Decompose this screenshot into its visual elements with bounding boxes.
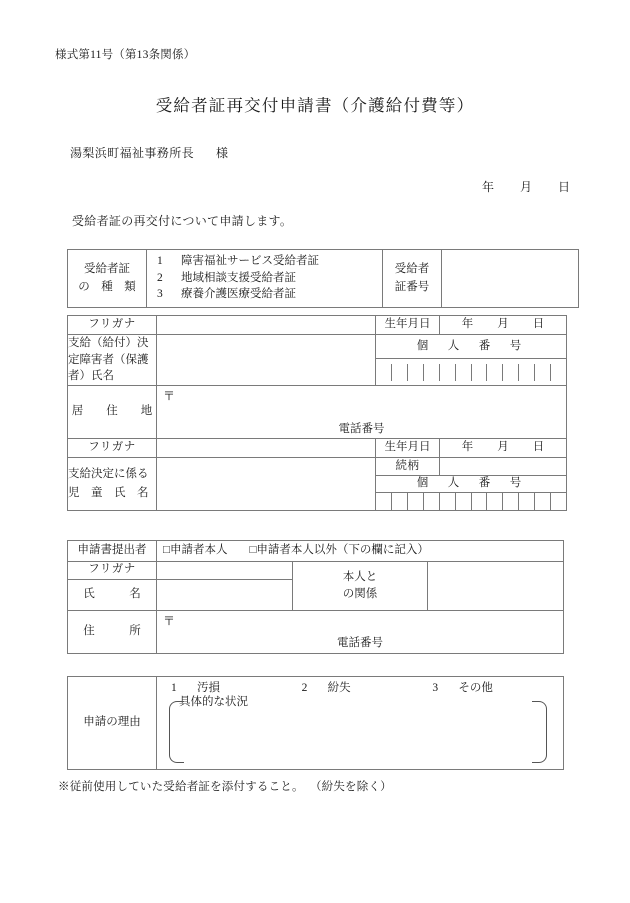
mynumber-cell[interactable] bbox=[503, 493, 519, 510]
certificate-type-label-line2: の 種 類 bbox=[78, 280, 136, 293]
submitter-name-field[interactable] bbox=[157, 579, 293, 610]
submitter-table bbox=[67, 540, 564, 654]
addressee-name: 湯梨浜町福祉事務所長 bbox=[70, 146, 195, 160]
submitter-section-label: 申請書提出者 bbox=[68, 541, 157, 562]
certificate-number-field[interactable] bbox=[442, 250, 579, 308]
table-row bbox=[68, 250, 579, 308]
child-relation-label: 続柄 bbox=[376, 458, 440, 476]
submitter-relation-label-line2: の関係 bbox=[342, 587, 378, 600]
submitter-furigana-label: フリガナ bbox=[68, 561, 157, 579]
child-dob-field[interactable] bbox=[440, 439, 567, 458]
bracket-left-icon bbox=[169, 701, 184, 763]
recipient-mynumber-label: 個 人 番 号 bbox=[376, 335, 567, 359]
child-furigana-label: フリガナ bbox=[68, 439, 157, 458]
mynumber-cell[interactable] bbox=[535, 364, 551, 381]
recipient-furigana-field[interactable] bbox=[157, 316, 376, 335]
dob-day-label: 日 bbox=[532, 441, 545, 454]
submitter-address-label: 住 所 bbox=[68, 610, 157, 653]
certificate-type-options bbox=[147, 250, 383, 308]
date-year-label: 年 bbox=[481, 180, 494, 194]
recipient-name-label bbox=[68, 335, 157, 386]
address-input-area[interactable] bbox=[157, 386, 566, 438]
reason-detail-area[interactable] bbox=[169, 697, 547, 763]
certificate-type-option-1[interactable] bbox=[157, 253, 382, 270]
option-label: その他 bbox=[458, 682, 493, 694]
mynumber-cell[interactable] bbox=[440, 364, 456, 381]
mynumber-cell[interactable] bbox=[408, 364, 424, 381]
table-row bbox=[68, 335, 567, 359]
mynumber-cell[interactable] bbox=[472, 493, 488, 510]
option-index: 2 bbox=[301, 682, 308, 694]
table-row bbox=[68, 386, 567, 439]
mynumber-cell[interactable] bbox=[424, 364, 440, 381]
submitter-furigana-field[interactable] bbox=[157, 561, 293, 579]
date-line bbox=[0, 178, 570, 195]
child-mynumber-field[interactable] bbox=[376, 492, 567, 510]
submitter-name-label: 氏 名 bbox=[68, 579, 157, 610]
option-label: 紛失 bbox=[327, 682, 351, 694]
mynumber-cell[interactable] bbox=[376, 493, 392, 510]
form-number: 様式第11号（第13条関係） bbox=[55, 49, 196, 61]
submitter-relation-label-line1: 本人と bbox=[342, 571, 378, 584]
footnote-text: ※従前使用していた受給者証を添付すること。 bbox=[58, 781, 304, 793]
date-month-label: 月 bbox=[519, 180, 532, 194]
certificate-type-label bbox=[68, 250, 147, 308]
certificate-type-option-2[interactable] bbox=[157, 270, 382, 287]
mynumber-cell[interactable] bbox=[551, 493, 566, 510]
table-row bbox=[68, 677, 564, 770]
mynumber-cell[interactable] bbox=[519, 493, 535, 510]
intro-text: 受給者証の再交付について申請します。 bbox=[72, 214, 293, 228]
certificate-type-table bbox=[67, 249, 579, 308]
option-label: 地域相談支援受給者証 bbox=[181, 271, 296, 284]
dob-year-label: 年 bbox=[461, 441, 474, 454]
postal-mark-icon: 〒 bbox=[163, 613, 176, 628]
table-row bbox=[68, 458, 567, 476]
certificate-number-label-line1: 受給者 bbox=[394, 263, 430, 276]
mynumber-cells[interactable] bbox=[376, 364, 566, 381]
submitter-relation-label bbox=[292, 561, 428, 610]
option-label: 療養介護医療受給者証 bbox=[181, 288, 296, 301]
dob-year-label: 年 bbox=[461, 318, 474, 331]
dob-month-label: 月 bbox=[497, 441, 509, 454]
recipient-furigana-label: フリガナ bbox=[68, 316, 157, 335]
child-mynumber-label: 個 人 番 号 bbox=[376, 476, 567, 493]
page-title: 受給者証再交付申請書（介護給付費等） bbox=[155, 96, 475, 115]
option-index: 3 bbox=[157, 288, 163, 301]
certificate-number-label bbox=[383, 250, 442, 308]
recipient-tel-label: 電話番号 bbox=[338, 422, 385, 435]
submitter-check-options[interactable] bbox=[157, 541, 564, 562]
recipient-address-label: 居 住 地 bbox=[68, 386, 157, 439]
bracket-right-icon bbox=[532, 701, 547, 763]
mynumber-cell[interactable] bbox=[535, 493, 551, 510]
recipient-info-table bbox=[67, 315, 567, 511]
mynumber-cell[interactable] bbox=[408, 493, 424, 510]
recipient-name-label-line1: 支給（給付）決 bbox=[68, 337, 149, 349]
child-relation-field[interactable] bbox=[440, 458, 567, 476]
recipient-name-label-line3: 者）氏名 bbox=[68, 370, 114, 383]
dob-month-label: 月 bbox=[497, 318, 509, 331]
submitter-address-input-area[interactable] bbox=[157, 611, 563, 653]
mynumber-cell[interactable] bbox=[503, 364, 519, 381]
addressee-honorific: 様 bbox=[216, 146, 229, 160]
recipient-dob-label: 生年月日 bbox=[376, 316, 440, 335]
mynumber-cell[interactable] bbox=[456, 493, 472, 510]
certificate-type-option-3[interactable] bbox=[157, 286, 382, 303]
footnote bbox=[58, 778, 392, 794]
mynumber-cell[interactable] bbox=[392, 364, 408, 381]
option-index: 3 bbox=[432, 682, 439, 694]
mynumber-cell[interactable] bbox=[440, 493, 456, 510]
reason-detail-label: 具体的な状況 bbox=[179, 695, 248, 708]
recipient-address-field[interactable] bbox=[157, 386, 567, 439]
date-day-label: 日 bbox=[557, 180, 570, 194]
mynumber-cell[interactable] bbox=[487, 364, 503, 381]
table-row bbox=[68, 439, 567, 458]
footnote-paren: （紛失を除く） bbox=[315, 781, 392, 793]
recipient-dob-field[interactable] bbox=[440, 316, 567, 335]
checkbox-self[interactable]: □申請者本人 bbox=[163, 544, 228, 556]
submitter-relation-field[interactable] bbox=[428, 561, 564, 610]
mynumber-cell[interactable] bbox=[456, 364, 472, 381]
mynumber-cell[interactable] bbox=[392, 493, 408, 510]
recipient-name-label-line2: 定障害者（保護 bbox=[68, 353, 149, 366]
submitter-tel-label: 電話番号 bbox=[337, 637, 383, 649]
reason-body bbox=[157, 677, 564, 770]
reason-option-3[interactable] bbox=[432, 681, 563, 697]
child-name-label bbox=[68, 458, 157, 511]
child-name-label-line2: 児 童 氏 名 bbox=[68, 486, 149, 499]
reason-label: 申請の理由 bbox=[68, 677, 157, 770]
table-row bbox=[68, 610, 564, 653]
table-row bbox=[68, 541, 564, 562]
recipient-mynumber-field[interactable] bbox=[376, 359, 567, 386]
child-dob-label: 生年月日 bbox=[376, 439, 440, 458]
dob-day-label: 日 bbox=[532, 318, 545, 331]
mynumber-cell[interactable] bbox=[551, 364, 566, 381]
recipient-name-field[interactable] bbox=[157, 335, 376, 386]
table-row bbox=[68, 561, 564, 579]
certificate-number-label-line2: 証番号 bbox=[394, 280, 430, 293]
option-index: 1 bbox=[157, 255, 163, 267]
mynumber-cell[interactable] bbox=[519, 364, 535, 381]
child-name-field[interactable] bbox=[157, 458, 376, 511]
mynumber-cell[interactable] bbox=[424, 493, 440, 510]
child-furigana-field[interactable] bbox=[157, 439, 376, 458]
mynumber-cell[interactable] bbox=[376, 364, 392, 381]
mynumber-cells[interactable] bbox=[376, 493, 566, 510]
submitter-address-field[interactable] bbox=[157, 610, 564, 653]
option-label: 汚損 bbox=[197, 682, 220, 694]
option-label: 障害福祉サービス受給者証 bbox=[181, 255, 319, 267]
checkbox-other[interactable]: □申請者本人以外（下の欄に記入） bbox=[249, 544, 429, 556]
reason-table bbox=[67, 676, 564, 770]
option-index: 2 bbox=[157, 271, 163, 284]
certificate-type-label-line1: 受給者証 bbox=[84, 263, 130, 276]
mynumber-cell[interactable] bbox=[472, 364, 488, 381]
table-row bbox=[68, 316, 567, 335]
option-index: 1 bbox=[171, 682, 177, 694]
child-name-label-line1: 支給決定に係る bbox=[68, 468, 149, 481]
addressee-line bbox=[70, 144, 228, 161]
reason-option-2[interactable] bbox=[302, 681, 433, 697]
mynumber-cell[interactable] bbox=[487, 493, 503, 510]
postal-mark-icon: 〒 bbox=[163, 389, 176, 404]
